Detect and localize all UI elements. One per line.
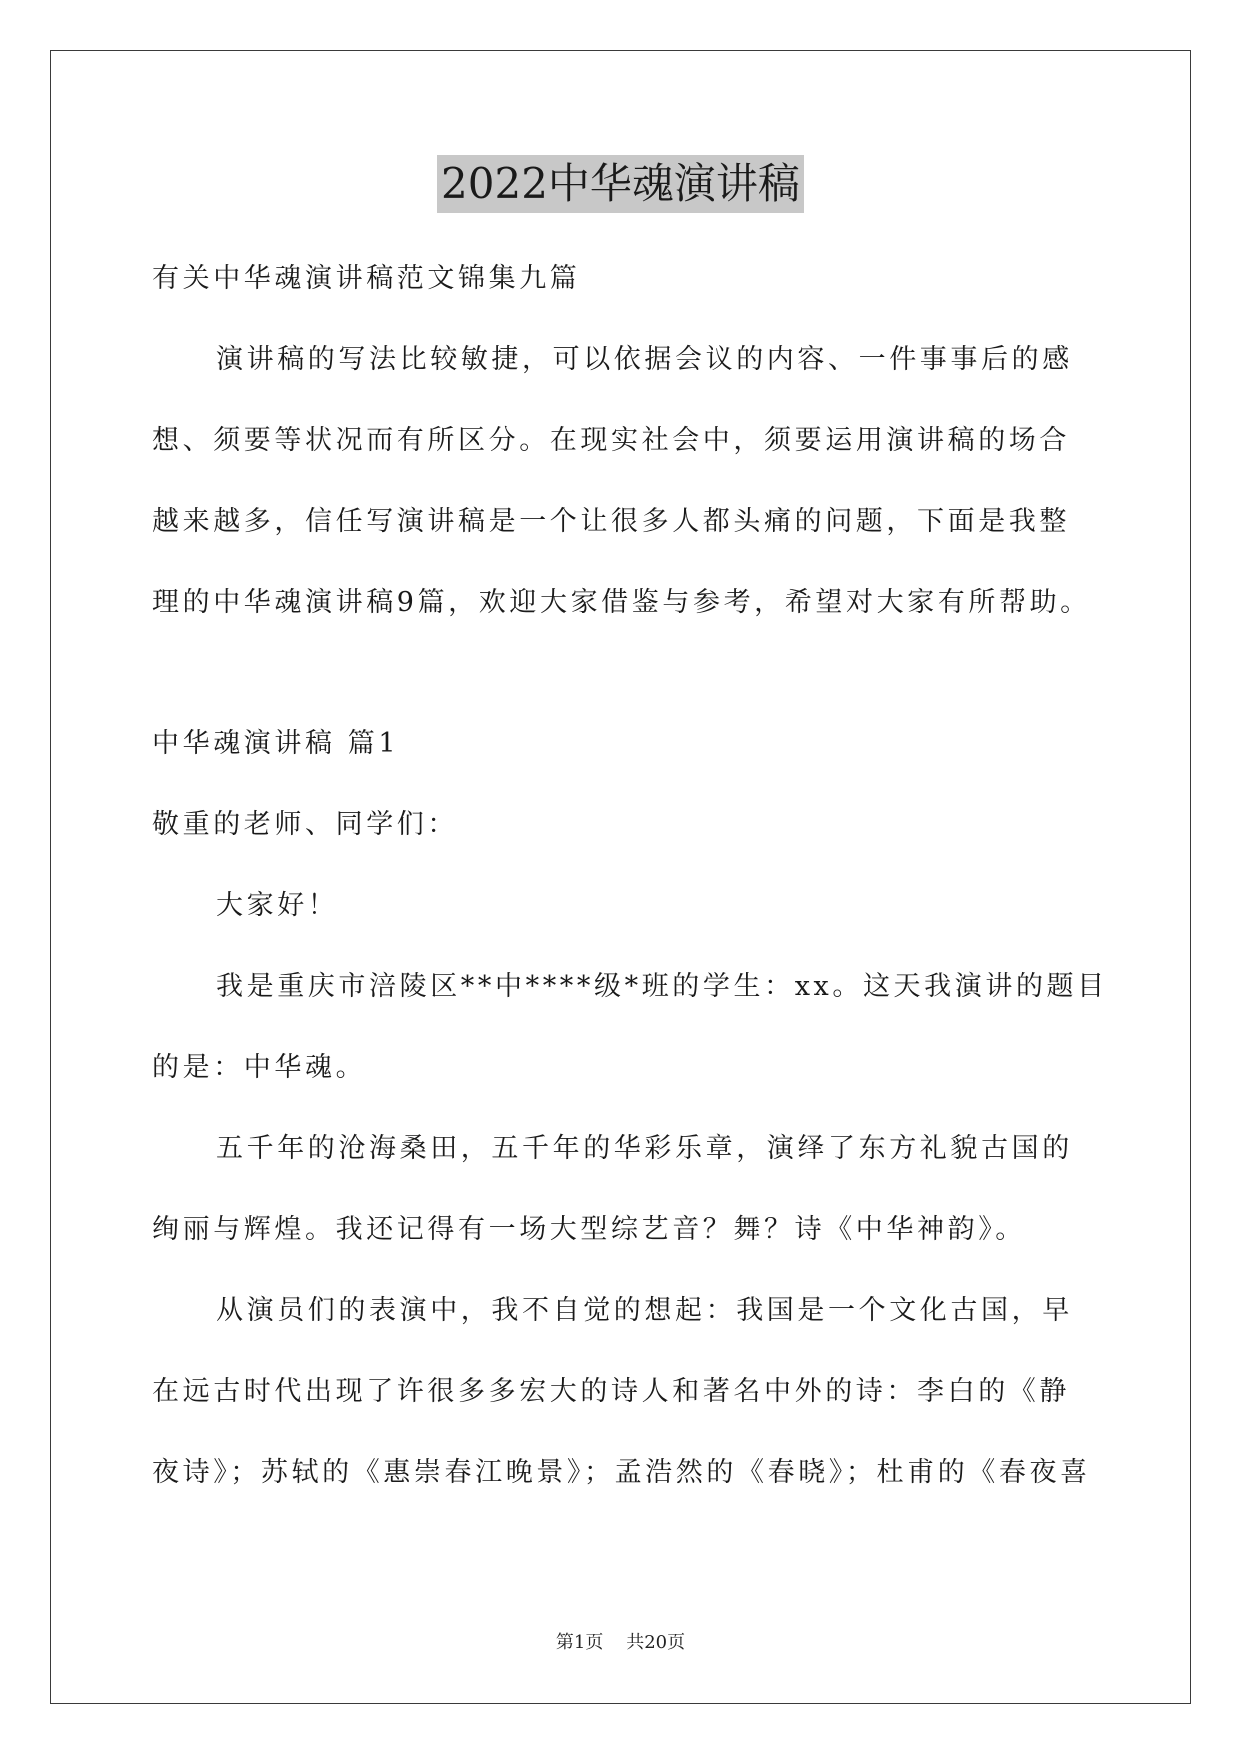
document-title: 2022中华魂演讲稿 [437,155,804,213]
intro-line: 想、须要等状况而有所区分。在现实社会中，须要运用演讲稿的场合 [152,425,1070,456]
intro-line: 演讲稿的写法比较敏捷，可以依据会议的内容、一件事事后的感 [216,344,1073,375]
section-gap [152,643,1092,703]
subtitle: 有关中华魂演讲稿范文锦集九篇 [152,263,581,294]
paragraph2-line: 绚丽与辉煌。我还记得有一场大型综艺音？舞？诗《中华神韵》。 [152,1214,1026,1245]
paragraph3-line: 从演员们的表演中，我不自觉的想起：我国是一个文化古国，早 [216,1295,1073,1326]
document-body [152,238,1108,1513]
section-heading: 中华魂演讲稿 篇1 [152,728,400,759]
page-number: 第1页 共20页 [555,1632,686,1653]
greeting: 大家好！ [216,890,339,921]
paragraph1-line: 的是：中华魂。 [152,1052,367,1083]
paragraph2-line: 五千年的沧海桑田，五千年的华彩乐章，演绎了东方礼貌古国的 [216,1133,1073,1164]
paragraph1-line: 我是重庆市涪陵区**中****级*班的学生：xx。这天我演讲的题目 [216,971,1108,1002]
title-container [0,155,1241,213]
salutation: 敬重的老师、同学们： [152,809,458,840]
paragraph3-line: 在远古时代出现了许很多多宏大的诗人和著名中外的诗：李白的《静 [152,1376,1070,1407]
page-footer [0,1628,1241,1654]
intro-line: 理的中华魂演讲稿9篇，欢迎大家借鉴与参考，希望对大家有所帮助。 [152,587,1091,618]
paragraph3-line: 夜诗》；苏轼的《惠崇春江晚景》；孟浩然的《春晓》；杜甫的《春夜喜 [152,1457,1091,1488]
intro-line: 越来越多，信任写演讲稿是一个让很多人都头痛的问题，下面是我整 [152,506,1070,537]
